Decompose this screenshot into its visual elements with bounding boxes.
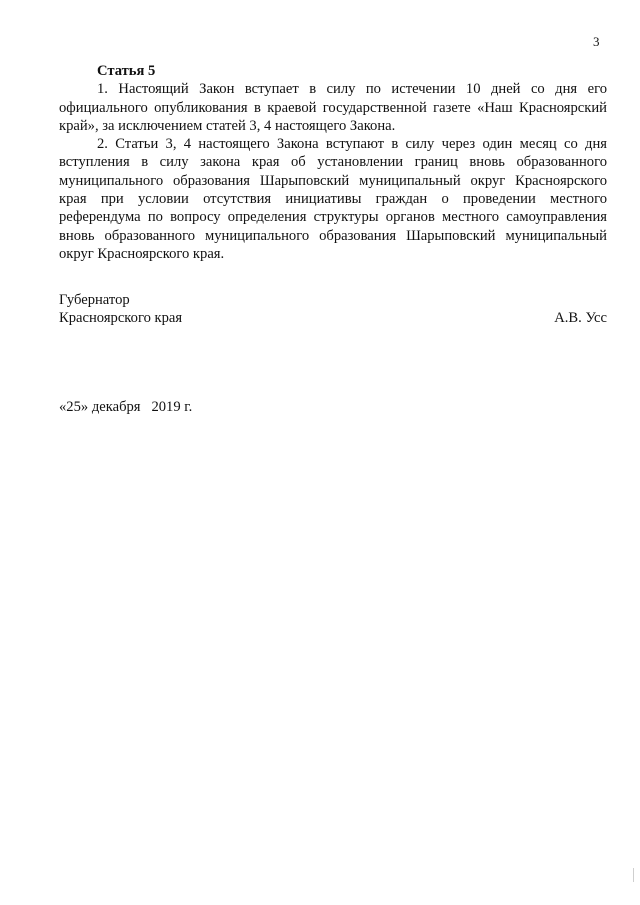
article-paragraph-1: 1. Настоящий Закон вступает в силу по истечении 10 дней со дня его официального опубликования в краевой государственной газете «Наш Красноярский край», за исключением статей 3, 4 настоящего Закона. — [59, 81, 607, 134]
article-5 — [59, 62, 607, 263]
article-paragraph-2: 2. Статьи 3, 4 настоящего Закона вступают в силу через один месяц со дня вступления в силу закона края об установлении границ вновь образованного муниципального образования Шарыповский муниципальный округ Красноярского края при условии отсутствия инициативы граждан о проведении местного референдума по вопросу определения структуры органов местного самоуправления вновь образованного муниципального образования Шарыповский муниципальный округ Красноярского края. — [59, 136, 607, 262]
signatory-name: А.В. Усс — [554, 310, 607, 327]
article-title: Статья 5 — [97, 63, 156, 79]
page-number: 3 — [593, 34, 600, 49]
signatory-position-line2: Красноярского края — [59, 310, 183, 327]
scan-edge-mark — [633, 868, 640, 882]
signatory-position-line1: Губернатор — [59, 292, 130, 308]
signature-block — [59, 291, 607, 328]
document-date: «25» декабря 2019 г. — [59, 399, 193, 415]
signature-row — [59, 309, 607, 327]
